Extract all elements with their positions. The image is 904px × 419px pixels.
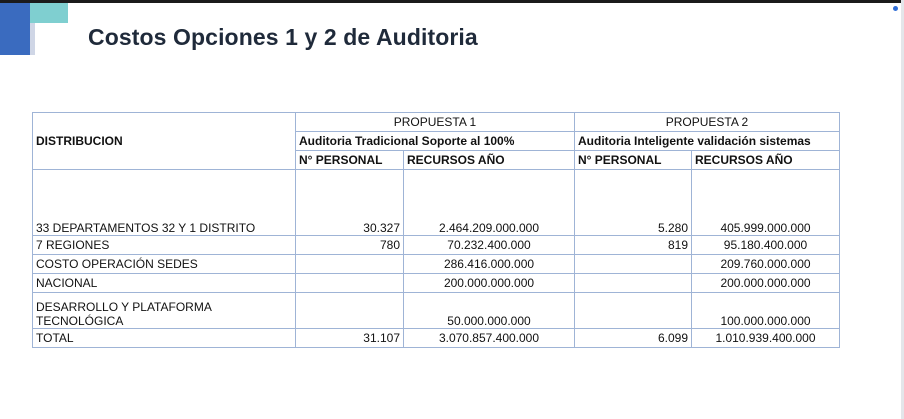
p1-personal-cell: 30.327: [296, 170, 404, 236]
cost-table: [32, 112, 840, 348]
p2-personal-cell: 819: [575, 236, 692, 255]
p1-personal-cell: [296, 274, 404, 293]
table-row: [33, 293, 840, 329]
p1-recursos-cell: 50.000.000.000: [404, 293, 575, 329]
p1-recursos-cell: 3.070.857.400.000: [404, 329, 575, 348]
p2-recursos-cell: 209.760.000.000: [692, 255, 840, 274]
slide-decoration-gray: [30, 23, 35, 55]
p2-recursos-cell: 405.999.000.000: [692, 170, 840, 236]
propuesta2-subtitle: Auditoria Inteligente validación sistemas: [575, 132, 840, 151]
page-title: Costos Opciones 1 y 2 de Auditoria: [88, 24, 478, 50]
propuesta1-header: PROPUESTA 1: [296, 113, 575, 132]
p2-recursos-cell: 100.000.000.000: [692, 293, 840, 329]
table-row-total: [33, 329, 840, 348]
p1-recursos-cell: 200.000.000.000: [404, 274, 575, 293]
p2-personal-cell: 6.099: [575, 329, 692, 348]
p2-recursos-cell: 95.180.400.000: [692, 236, 840, 255]
propuesta1-subtitle: Auditoria Tradicional Soporte al 100%: [296, 132, 575, 151]
p2-personal-cell: [575, 255, 692, 274]
p2-recursos-cell: 1.010.939.400.000: [692, 329, 840, 348]
row-label: NACIONAL: [33, 274, 296, 293]
p1-personal-cell: 780: [296, 236, 404, 255]
p1-recursos-cell: 70.232.400.000: [404, 236, 575, 255]
table-row: [33, 255, 840, 274]
p1-recursos-cell: 286.416.000.000: [404, 255, 575, 274]
p2-personal-cell: 5.280: [575, 170, 692, 236]
p1-personal-cell: [296, 255, 404, 274]
table-row: [33, 170, 840, 236]
row-label-line2: TECNOLÓGICA: [36, 314, 124, 328]
propuesta2-col-personal: N° PERSONAL: [575, 151, 692, 170]
propuesta1-col-personal: N° PERSONAL: [296, 151, 404, 170]
p2-personal-cell: [575, 274, 692, 293]
propuesta2-col-recursos: RECURSOS AÑO: [692, 151, 840, 170]
window-top-bar: [0, 0, 904, 3]
table-row: [33, 274, 840, 293]
row-label-line1: DESARROLLO Y PLATAFORMA: [36, 300, 212, 314]
propuesta1-col-recursos: RECURSOS AÑO: [404, 151, 575, 170]
p1-recursos-cell: 2.464.209.000.000: [404, 170, 575, 236]
propuesta2-header: PROPUESTA 2: [575, 113, 840, 132]
table-header-row-proposals: [33, 113, 840, 132]
row-label: COSTO OPERACIÓN SEDES: [33, 255, 296, 274]
p2-personal-cell: [575, 293, 692, 329]
distribucion-header: DISTRIBUCION: [33, 113, 296, 170]
indicator-dot-icon: [893, 6, 898, 11]
row-label: TOTAL: [33, 329, 296, 348]
row-label: 7 REGIONES: [33, 236, 296, 255]
p2-recursos-cell: 200.000.000.000: [692, 274, 840, 293]
p1-personal-cell: [296, 293, 404, 329]
row-label: 33 DEPARTAMENTOS 32 Y 1 DISTRITO: [33, 170, 296, 236]
slide-decoration-blue: [0, 3, 30, 55]
p1-personal-cell: 31.107: [296, 329, 404, 348]
table-row: [33, 236, 840, 255]
row-label: [33, 293, 296, 329]
